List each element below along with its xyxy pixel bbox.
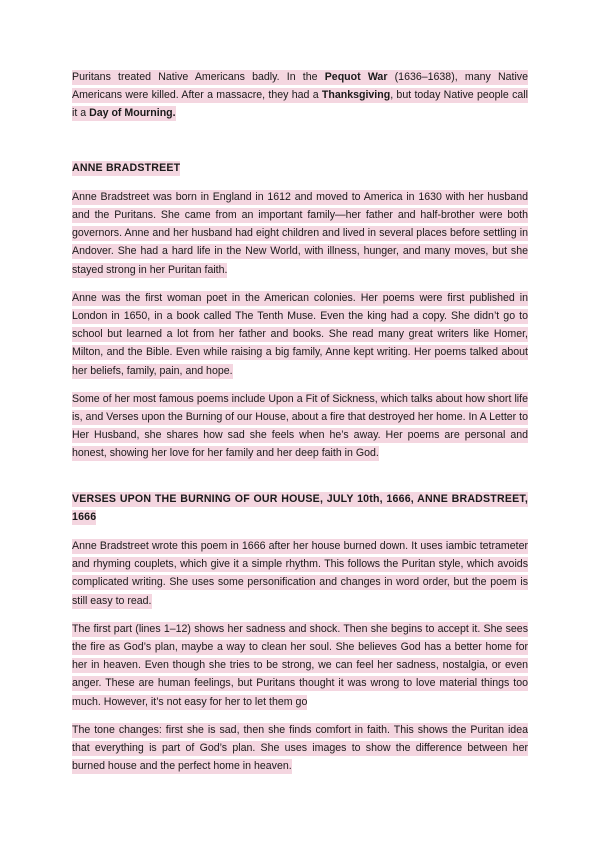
poem-tone-paragraph: The tone changes: first she is sad, then she finds comfort in faith. This shows the Puritan idea that everything is part of God’s plan. She uses images to show the difference between her burned house and the perfect home in heaven. <box>72 723 528 773</box>
intro-paragraph <box>72 68 528 123</box>
intro-text-3: , but today Native people call it a <box>72 89 528 120</box>
thanksgiving-term: Thanksgiving <box>321 89 391 102</box>
poet-paragraph: Anne was the first woman poet in the American colonies. Her poems were first published in London in 1650, in a book called The Tenth Muse. Even the king had a copy. She didn’t go to school but learned a lot from her father and books. She read many great writers like Homer, Milton, and the Bible. Even while raising a big family, Anne kept writing. Her poems talked about her beliefs, family, pain, and hope. <box>72 291 528 377</box>
pequot-war-term: Pequot War <box>324 71 388 83</box>
poem-first-part-paragraph: The first part (lines 1–12) shows her sadness and shock. Then she begins to accept it. She sees the fire as God’s plan, maybe a way to clean her soul. She believes God has a better home for her in heaven. Even though she tries to be strong, we can feel her sadness, nostalgia, or even anger. These are human feelings, but Puritans thought it was wrong to love material things too much. However, it’s not easy for her to let them go <box>72 622 528 708</box>
intro-text-1: Puritans treated Native Americans badly. In the <box>72 71 325 83</box>
section-heading-anne-bradstreet: ANNE BRADSTREET <box>72 161 181 174</box>
famous-poems-paragraph: Some of her most famous poems include Upon a Fit of Sickness, which talks about how short life is, and Verses upon the Burning of our House, about a fire that destroyed her home. In A Letter to Her Husband, she shares how sad she feels when he’s away. Her poems are personal and honest, showing her love for her family and her deep faith in God. <box>72 392 528 460</box>
intro-text-2: (1636–1638), many Native Americans were killed. After a massacre, they had a <box>72 71 528 102</box>
bio-paragraph: Anne Bradstreet was born in England in 1612 and moved to America in 1630 with her husband and the Puritans. She came from an important family—her father and half-brother were both governors. Anne and her husband had eight children and lived in several places before settling in Andover. She had a hard life in the New World, with illness, hunger, and many moves, but she stayed strong in her Puritan faith. <box>72 190 528 276</box>
poem-style-paragraph: Anne Bradstreet wrote this poem in 1666 after her house burned down. It uses iambic tetrameter and rhyming couplets, which give it a simple rhythm. This follows the Puritan style, which avoids complicated writing. She uses some personification and changes in word order, but the poem is still easy to read. <box>72 540 528 607</box>
section-heading-verses: VERSES UPON THE BURNING OF OUR HOUSE, JULY 10th, 1666, ANNE BRADSTREET, 1666 <box>72 492 528 523</box>
day-of-mourning-term: Day of Mourning. <box>89 107 176 120</box>
